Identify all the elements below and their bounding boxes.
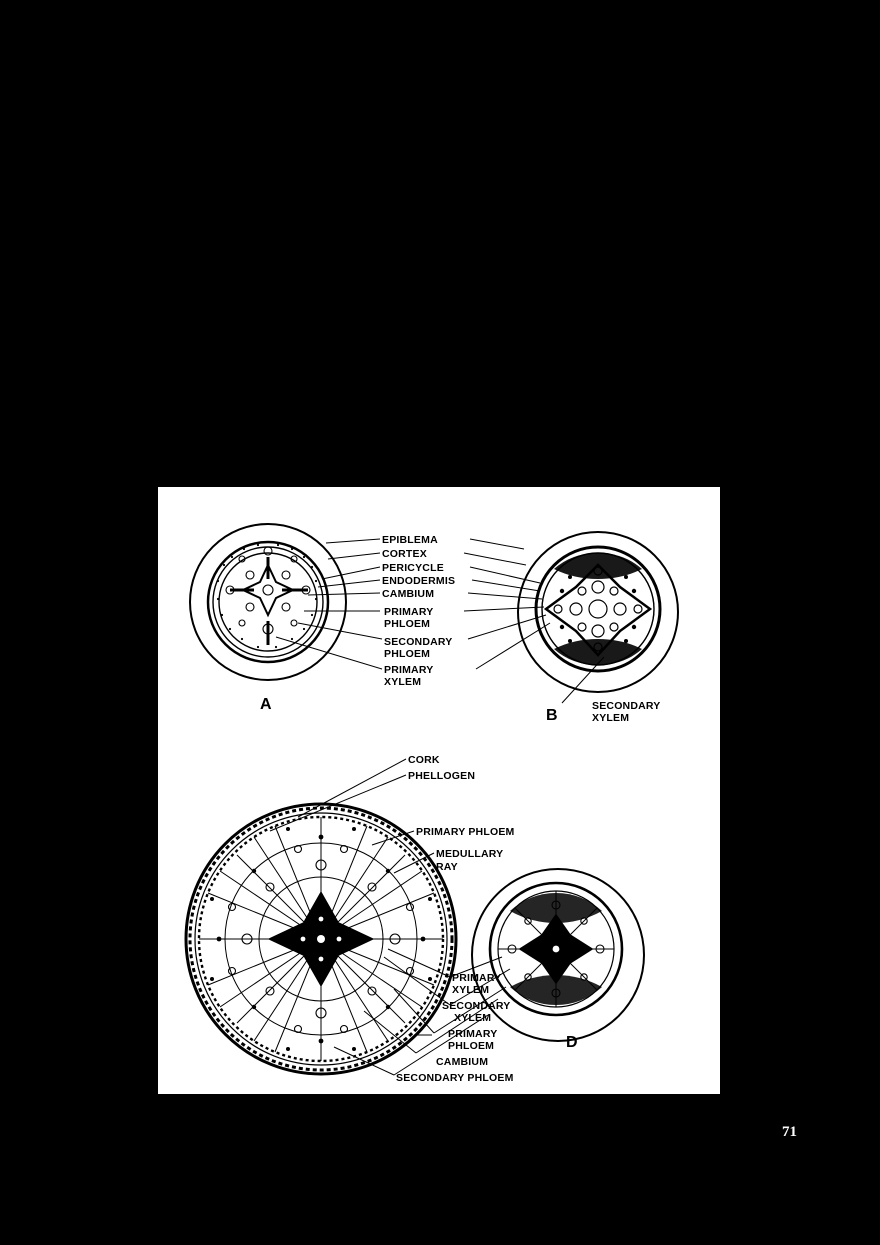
- label-primary-xylem-line2: XYLEM: [384, 676, 422, 688]
- label-primary-xylem-c-line1: PRIMARY: [452, 972, 502, 984]
- label-phellogen: PHELLOGEN: [408, 770, 476, 782]
- panel-d-label: D: [566, 1034, 578, 1051]
- label-secondary-xylem-c-line2: XYLEM: [454, 1012, 492, 1024]
- label-primary-phloem-d-line2: PHLOEM: [448, 1040, 495, 1052]
- label-epiblema: EPIBLEMA: [382, 534, 438, 546]
- figure-plate: [158, 487, 720, 1094]
- label-medullary-ray-line1: MEDULLARY: [436, 848, 504, 860]
- panel-a-drawing: [190, 524, 346, 713]
- label-primary-phloem-line1: PRIMARY: [384, 606, 434, 618]
- root-anatomy-figure: [158, 487, 720, 1094]
- label-secondary-xylem-line1: SECONDARY: [592, 700, 661, 712]
- label-cambium-lower: CAMBIUM: [436, 1056, 489, 1068]
- panel-a-label: A: [260, 696, 272, 713]
- label-medullary-ray-line2: RAY: [436, 861, 458, 873]
- label-secondary-phloem-lower: SECONDARY PHLOEM: [396, 1072, 514, 1084]
- panel-c-drawing: [186, 804, 456, 1074]
- label-primary-phloem-line2: PHLOEM: [384, 618, 431, 630]
- primary-xylem-arms: [230, 557, 308, 645]
- label-primary-phloem-c: PRIMARY PHLOEM: [416, 826, 515, 838]
- label-primary-phloem-d-line1: PRIMARY: [448, 1028, 498, 1040]
- label-pericycle: PERICYCLE: [382, 562, 444, 574]
- page-number: 71: [782, 1124, 797, 1140]
- panel-b-label: B: [546, 707, 558, 724]
- label-secondary-phloem-line1: SECONDARY: [384, 636, 453, 648]
- label-secondary-xylem-c-line1: SECONDARY: [442, 1000, 511, 1012]
- label-cortex: CORTEX: [382, 548, 427, 560]
- label-secondary-xylem-line2: XYLEM: [592, 712, 630, 724]
- label-cork: CORK: [408, 754, 440, 766]
- label-endodermis: ENDODERMIS: [382, 575, 456, 587]
- label-cambium: CAMBIUM: [382, 588, 435, 600]
- label-primary-xylem-line1: PRIMARY: [384, 664, 434, 676]
- panel-d-drawing: [472, 869, 644, 1051]
- label-secondary-phloem-line2: PHLOEM: [384, 648, 431, 660]
- label-primary-xylem-c-line2: XYLEM: [452, 984, 490, 996]
